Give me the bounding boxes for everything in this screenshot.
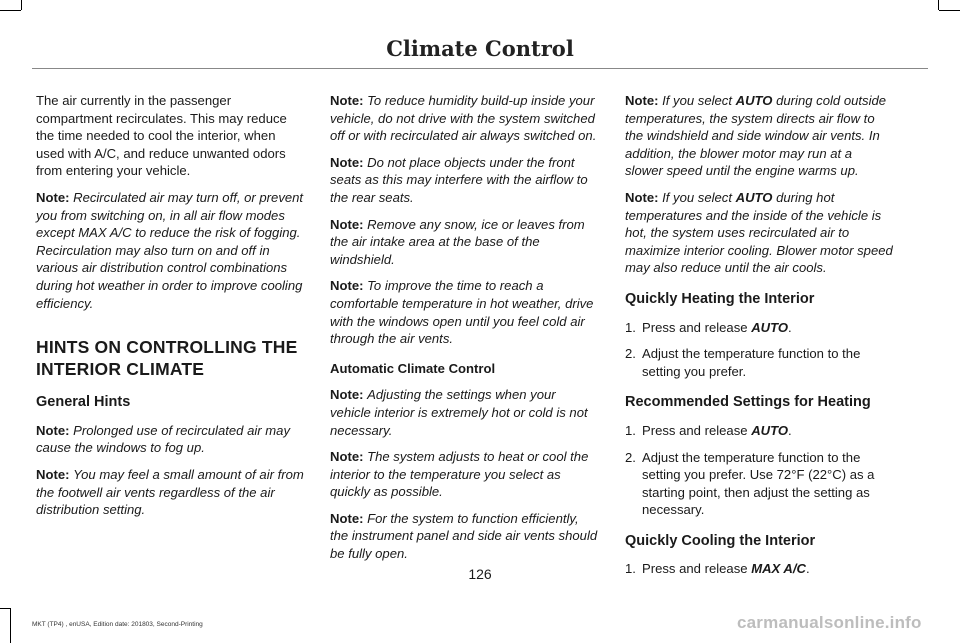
list-item: 2. Adjust the temperature function to the setting you prefer. Use 72°F (22°C) as a starting point, then adjust the setting as necessary. — [625, 449, 875, 518]
note-text: Recirculated air may turn off, or prevent you from switching on, in all air flow modes except MAX A/C to reduce the risk of fogging. Recirculation may also turn on and off in various air distribution control combinations during hot weather in order to improve cooling efficiency. — [36, 189, 304, 311]
note-label: Note: — [330, 449, 364, 465]
list-item: 1. Press and release AUTO. — [625, 422, 792, 438]
note-label: Note: — [330, 278, 364, 294]
note-label: Note: — [330, 510, 364, 526]
crop-mark — [0, 10, 21, 11]
column-2 — [330, 92, 598, 572]
crop-mark — [939, 10, 960, 11]
column-1 — [36, 92, 304, 528]
note-text: You may feel a small amount of air from the footwell air vents regardless of the air distribution setting. — [36, 466, 304, 518]
note-text: The system adjusts to heat or cool the interior to the temperature you select as quickly as possible. — [330, 449, 589, 500]
crop-mark — [21, 0, 22, 10]
note-text: during hot temperatures and the inside of the vehicle is hot, the system uses recirculated air to maximize interior cooling. Blower motor speed may also reduce until the air cools. — [625, 189, 893, 276]
note-label: Note: — [625, 93, 659, 108]
subheading: General Hints — [36, 394, 131, 411]
note — [36, 422, 304, 457]
note-text: during cold outside temperatures, the system directs air flow to the windshield and side window air vents. In addition, the blower motor may run at a slower speed until the engine warms up. — [625, 93, 887, 179]
note — [330, 277, 598, 347]
subheading: Recommended Settings for Heating — [625, 394, 871, 411]
section-heading: HINTS ON CONTROLLING THE INTERIOR CLIMATE — [36, 337, 298, 380]
column-3 — [625, 92, 893, 587]
subheading: Automatic Climate Control — [330, 360, 496, 376]
subheading: Quickly Heating the Interior — [625, 290, 815, 307]
crop-mark — [938, 0, 939, 10]
subheading: Quickly Cooling the Interior — [625, 532, 816, 549]
note — [36, 189, 304, 312]
note-text: Adjusting the settings when your vehicle interior is extremely hot or cold is not necessary. — [330, 387, 588, 438]
auto-term: AUTO — [735, 189, 773, 205]
note — [330, 216, 598, 269]
note — [330, 154, 598, 207]
crop-mark — [0, 608, 10, 609]
note-text: Remove any snow, ice or leaves from the air intake area at the base of the windshield. — [330, 216, 585, 267]
note-label: Note: — [330, 387, 364, 403]
note-text: To reduce humidity build-up inside your vehicle, do not drive with the system switched off or with recirculated air always switched on. — [330, 93, 597, 144]
note-label: Note: — [330, 154, 364, 170]
note-label: Note: — [36, 189, 70, 205]
note-text: Do not place objects under the front seats as this may interfere with the airflow to the rear seats. — [330, 154, 588, 205]
auto-term: AUTO — [735, 93, 773, 108]
note-text: If you select — [662, 93, 736, 108]
crop-mark — [10, 608, 11, 643]
note-label: Note: — [330, 216, 364, 232]
note-text: Prolonged use of recirculated air may cause the windows to fog up. — [36, 422, 290, 456]
edition-footer: MKT (TP4) , enUSA, Edition date: 201803, Second-Printing — [32, 621, 203, 628]
note-label: Note: — [36, 422, 70, 438]
list-item: 1. Press and release AUTO. — [625, 319, 792, 335]
note-label: Note: — [330, 93, 364, 108]
note-text: If you select — [662, 189, 736, 205]
note — [330, 92, 598, 145]
note-label: Note: — [36, 466, 70, 482]
page-number: 126 — [468, 566, 492, 582]
note-text: To improve the time to reach a comfortable temperature in hot weather, drive with the windows open until you feel cold air through the air vents. — [330, 278, 594, 347]
note — [330, 510, 598, 563]
note-text: For the system to function efficiently, the instrument panel and side air vents should be fully open. — [330, 510, 598, 562]
paragraph: The air currently in the passenger compartment recirculates. This may reduce the time needed to cool the interior, when used with A/C, and reduce unwanted odors from entering your vehicle. — [36, 93, 287, 179]
page-title: Climate Control — [386, 36, 574, 61]
list-item: 1. Press and release MAX A/C. — [625, 561, 810, 577]
note-label: Note: — [625, 189, 659, 205]
note — [625, 189, 893, 277]
note — [330, 448, 598, 501]
header-divider — [32, 68, 928, 69]
list-item: 2. Adjust the temperature function to the setting you prefer. — [625, 346, 861, 379]
watermark: carmanualsonline.info — [737, 613, 922, 632]
note — [330, 386, 598, 439]
note — [36, 466, 304, 519]
note — [625, 92, 893, 180]
